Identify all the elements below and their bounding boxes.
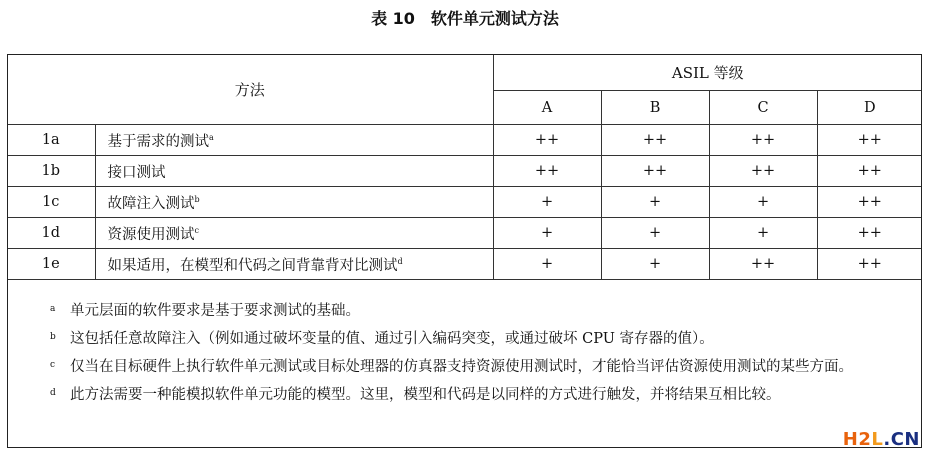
method-header: 方法: [7, 54, 493, 125]
cell-d: ++: [817, 218, 922, 249]
cell-a: +: [493, 249, 601, 280]
row-id: 1a: [7, 125, 95, 156]
cell-c: ++: [709, 156, 817, 187]
note-mark: c: [50, 360, 56, 370]
row-id: 1e: [7, 249, 95, 280]
method-name: 基于需求的测试: [107, 133, 209, 150]
row-id: 1b: [7, 156, 95, 187]
cell-c: ++: [709, 125, 817, 156]
cell-b: +: [601, 218, 709, 249]
cell-d: ++: [817, 156, 922, 187]
note-item: [50, 298, 918, 324]
note-ref: a: [209, 132, 214, 142]
cell-c: +: [709, 187, 817, 218]
method-name: 如果适用，在模型和代码之间背靠背对比测试: [107, 257, 398, 274]
note-ref: d: [397, 256, 403, 266]
note-ref: c: [194, 225, 199, 235]
watermark-logo: H2L.CN: [842, 429, 920, 450]
cell-a: +: [493, 187, 601, 218]
note-text: 单元层面的软件要求是基于要求测试的基础。: [70, 303, 360, 319]
cell-a: ++: [493, 125, 601, 156]
cell-a: ++: [493, 156, 601, 187]
asil-header: ASIL 等级: [493, 54, 922, 91]
cell-b: +: [601, 187, 709, 218]
note-item: [50, 382, 918, 408]
cell-d: ++: [817, 125, 922, 156]
cell-c: +: [709, 218, 817, 249]
asil-level-d: D: [817, 91, 922, 125]
note-mark: b: [50, 332, 56, 342]
cell-b: ++: [601, 156, 709, 187]
asil-level-c: C: [709, 91, 817, 125]
row-id: 1c: [7, 187, 95, 218]
note-mark: a: [50, 304, 56, 314]
cell-c: ++: [709, 249, 817, 280]
cell-b: ++: [601, 125, 709, 156]
table-caption: 表 10 软件单元测试方法: [371, 9, 559, 28]
cell-b: +: [601, 249, 709, 280]
method-name: 资源使用测试: [107, 226, 195, 243]
method-name: 接口测试: [107, 164, 166, 181]
note-text: 这包括任意故障注入（例如通过破坏变量的值、通过引入编码突变，或通过破坏 CPU 寄存器的值）。: [70, 331, 714, 347]
note-item: [50, 326, 918, 352]
asil-level-a: A: [493, 91, 601, 125]
table-notes: [50, 298, 918, 410]
note-item: [50, 354, 918, 380]
method-name: 故障注入测试: [107, 195, 195, 212]
cell-a: +: [493, 218, 601, 249]
asil-level-b: B: [601, 91, 709, 125]
row-id: 1d: [7, 218, 95, 249]
note-text: 仅当在目标硬件上执行软件单元测试或目标处理器的仿真器支持资源使用测试时，才能恰当评估资源使用测试的某些方面。: [70, 359, 853, 375]
cell-d: ++: [817, 249, 922, 280]
note-mark: d: [50, 388, 56, 398]
note-text: 此方法需要一种能模拟软件单元功能的模型。这里，模型和代码是以同样的方式进行触发，并将结果互相比较。: [70, 387, 781, 403]
cell-d: ++: [817, 187, 922, 218]
note-ref: b: [194, 194, 200, 204]
